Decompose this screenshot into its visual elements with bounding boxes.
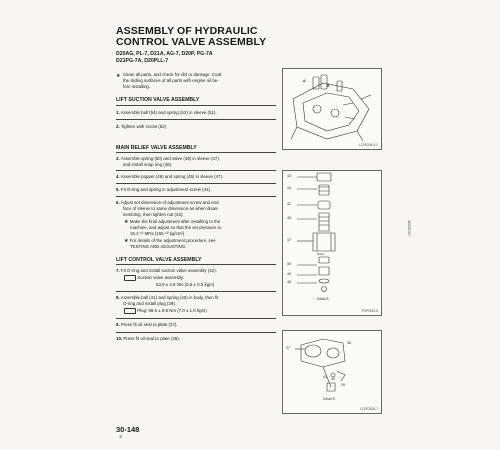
step-number: 6.: [116, 200, 120, 205]
part-label-41: 41: [323, 375, 327, 379]
step-text: sembling, then tighten nut (43).: [123, 212, 184, 218]
step-text: Assemble poppet (46) and spring (45) in sleeve (47).: [120, 174, 224, 179]
divider: [116, 170, 276, 171]
bullet-star: ★: [124, 238, 129, 244]
step-9: [116, 322, 266, 328]
intro-line: fore installing.: [123, 84, 151, 90]
step-3: [116, 156, 266, 168]
step-number: 4.: [116, 174, 120, 179]
divider: [116, 105, 276, 106]
bullet-1: [124, 219, 274, 238]
bullet-text: Make the final adjustment after installing to the: [129, 219, 221, 224]
page-title: [116, 26, 266, 48]
torque-value-7: 53.9 ± 4.9 Nm (5.5 ± 0.5 kgm): [156, 282, 215, 287]
step-number: 1.: [116, 110, 120, 115]
bullet-text: For details of the adjustment procedure, see: [129, 238, 216, 243]
divider: [116, 196, 276, 197]
divider: [116, 183, 276, 184]
figure-valve-overview: [282, 68, 382, 150]
step-text: Assemble spring (50) and valve (49) in sleeve (47),: [120, 156, 220, 161]
step-4: [116, 174, 266, 180]
step-text: Tighten with screw (52): [120, 124, 167, 129]
part-label-39: 39: [341, 383, 345, 387]
intro-line: Clean all parts, and check for dirt or damage. Coat: [123, 72, 222, 77]
step-5: [116, 187, 266, 193]
part-label-42: 42: [287, 202, 291, 206]
model-line-2: D21PG-7A, D20PLL-7: [116, 57, 169, 64]
part-label-43: 43: [287, 174, 291, 178]
step-text: Press fit oil seal to plate (37).: [120, 322, 178, 327]
torque-label: Plug: 68.6 ± 9.8 Nm (7.0 ± 1.0 kgm): [137, 308, 207, 314]
divider: [116, 264, 276, 265]
model-list: [116, 51, 213, 64]
part-label-40: 40: [331, 377, 335, 381]
step-number: 8.: [116, 295, 120, 300]
step-text: Fit O-ring and install suction valve assembly (42).: [120, 268, 217, 273]
bullet-text: machine, and adjust so that the set pressure is: [130, 225, 221, 231]
step-text: Assemble ball (41) and spring (40) in body, then fit: [120, 295, 219, 300]
divider: [116, 332, 276, 333]
step-number: 5.: [116, 187, 120, 192]
part-label-38: 38: [347, 341, 351, 345]
torque-wrench-icon: [124, 275, 136, 281]
step-text: Fit O-ring and spring in adjustment screw (44).: [120, 187, 212, 192]
intro-line: the sliding surfaces of all parts with engine oil be-: [123, 78, 219, 84]
step-text: Assemble ball (54) and spring (53) in sleeve (51).: [120, 110, 217, 115]
detail-caption: Detail B: [323, 397, 335, 401]
torque-wrench-icon: [124, 308, 136, 314]
step-text: and install snap ring (48).: [123, 162, 173, 168]
step-7: [116, 268, 266, 274]
heading-lift-suction: LIFT SUCTION VALVE ASSEMBLY: [116, 97, 200, 103]
figure-code: LC0P206-4-2: [359, 143, 378, 147]
torque-note-8: [124, 308, 274, 314]
intro-text: [123, 72, 273, 91]
part-label-49: 49: [287, 272, 291, 276]
title-line-2: CONTROL VALVE ASSEMBLY: [116, 36, 267, 48]
step-2: [116, 124, 266, 130]
divider: [116, 291, 276, 292]
heading-main-relief: MAIN RELIEF VALVE ASSEMBLY: [116, 145, 197, 151]
detail-a-drawing: [283, 171, 381, 315]
figure-code: LC0P2426-7: [360, 407, 378, 411]
figure-detail-a: [282, 170, 382, 316]
step-1: [116, 110, 266, 116]
step-8: [116, 295, 266, 307]
divider: [116, 119, 276, 120]
torque-label: Suction valve assembly:: [137, 275, 185, 281]
model-line-1: D20AG, PL-7, D21A, AG-7, D20P, PG-7A: [116, 51, 213, 57]
bullet-text: TESTING AND ADJUSTING.: [130, 244, 187, 250]
figure-code: P0P0922-5: [362, 309, 378, 313]
figure-detail-b: [282, 330, 382, 414]
torque-note-7: [124, 275, 274, 281]
callout-b: B: [327, 84, 330, 88]
heading-lift-control: LIFT CONTROL VALVE ASSEMBLY: [116, 257, 202, 263]
step-text: O-ring and install plug (39).: [123, 301, 176, 307]
step-text: face of sleeve to same dimension as when disas-: [123, 206, 219, 212]
part-label-47: 47: [287, 238, 291, 242]
step-10: [116, 336, 266, 342]
divider: [116, 152, 276, 153]
step-text: Adjust set dimension of adjustment screw and end: [120, 200, 219, 205]
part-label-37: 37: [286, 346, 290, 350]
bullet-2: [124, 238, 274, 250]
title-line-1: ASSEMBLY OF HYDRAULIC: [116, 25, 258, 37]
step-number: 10.: [116, 336, 123, 341]
valve-overview-drawing: [283, 69, 381, 149]
part-label-48: 48: [287, 280, 291, 284]
bullet-text: 15.2 ⁴⁰ MPa (155 ⁴⁰ kg/cm²): [130, 231, 185, 237]
part-label-45: 45: [287, 216, 291, 220]
step-number: 9.: [116, 322, 120, 327]
step-number: 2.: [116, 124, 120, 129]
page-revision: ①: [119, 434, 123, 439]
divider: [116, 318, 276, 319]
page-number: 30-148: [116, 425, 140, 434]
detail-caption: Detail A: [317, 297, 329, 301]
step-text: Press fit oil seal to plate (38).: [123, 336, 180, 341]
part-label-dala: DAIA: [317, 252, 325, 256]
step-number: 7.: [116, 268, 120, 273]
part-label-44: 44: [287, 186, 291, 190]
bullet-star: ★: [124, 219, 129, 225]
step-6: [116, 200, 266, 219]
callout-a: A: [303, 79, 306, 83]
intro-bullet-marker: ★: [116, 73, 121, 79]
side-code: 4BSEO0: [407, 220, 412, 236]
part-label-50: 50: [287, 262, 291, 266]
step-number: 3.: [116, 156, 120, 161]
